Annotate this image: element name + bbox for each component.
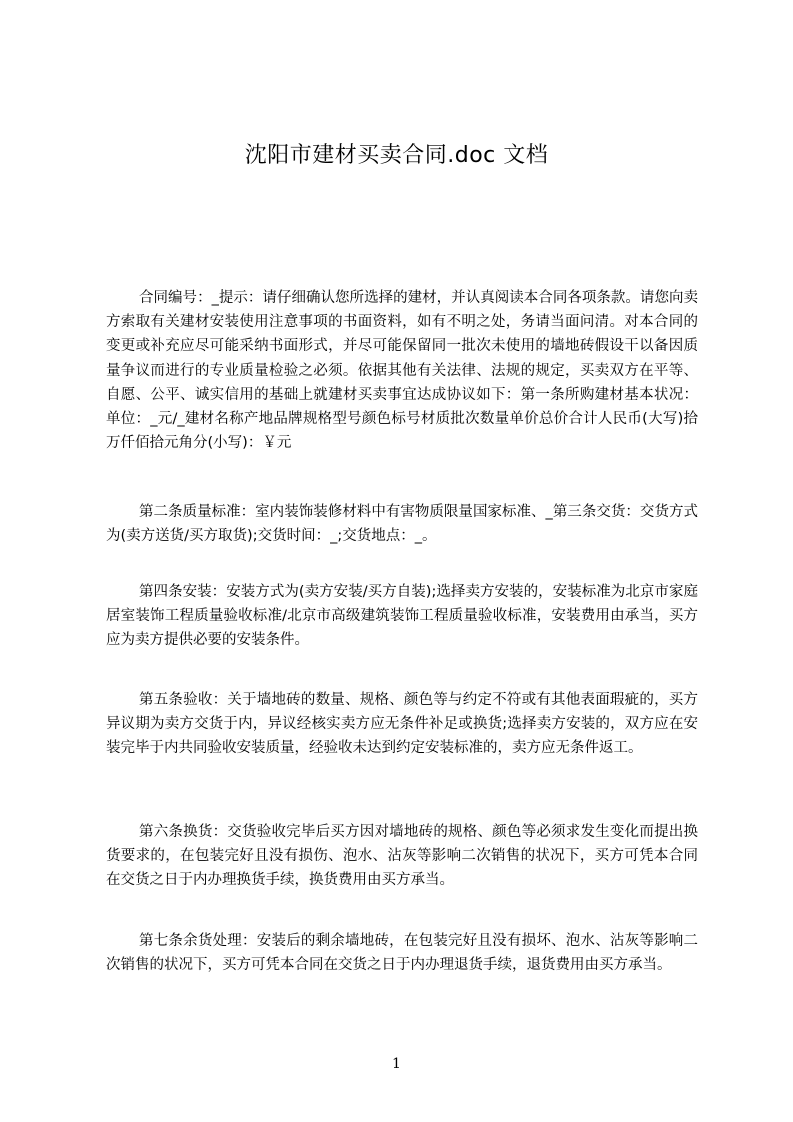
paragraph-article-6: 第六条换货：交货验收完毕后买方因对墙地砖的规格、颜色等必须求发生变化而提出换货要求的，在包装完好且没有损伤、泡水、沾灰等影响二次销售的状况下，买方可凭本合同在交货之日于内办理换货手续，换货费用由买方承当。: [106, 824, 698, 889]
paragraph-article-2-3: 第二条质量标准：室内装饰装修材料中有害物质限量国家标准、_第三条交货：交货方式为(卖方送货/买方取货);交货时间：_;交货地点：_。: [106, 504, 698, 545]
paragraph-article-7: 第七条余货处理：安装后的剩余墙地砖，在包装完好且没有损坏、泡水、沾灰等影响二次销售的状况下，买方可凭本合同在交货之日于内办理退货手续，退货费用由买方承当。: [106, 933, 698, 974]
document-title: 沈阳市建材买卖合同.doc 文档: [244, 143, 549, 168]
paragraph-article-5: 第五条验收：关于墙地砖的数量、规格、颜色等与约定不符或有其他表面瑕疵的，买方异议期为卖方交货于内，异议经核实卖方应无条件补足或换货;选择卖方安装的，双方应在安装完毕于内共同验收安装质量，经验收未达到约定安装标准的，卖方应无条件返工。: [106, 692, 698, 757]
paragraph-article-4: 第四条安装：安装方式为(卖方安装/买方自装);选择卖方安装的，安装标准为北京市家庭居室装饰工程质量验收标准/北京市高级建筑装饰工程质量验收标准，安装费用由承当，买方应为卖方提供必要的安装条件。: [106, 584, 698, 649]
page-number: 1: [392, 1056, 401, 1072]
paragraph-contract-intro: 合同编号：_提示：请仔细确认您所选择的建材，并认真阅读本合同各项条款。请您向卖方索取有关建材安装使用注意事项的书面资料，如有不明之处，务请当面问清。对本合同的变更或补充应尽可能采纳书面形式，并尽可能保留同一批次未使用的墙地砖假设干以备因质量争议而进行的专业质量检验之必须。依据其他有关法律、法规的规定，买卖双方在平等、自愿、公平、诚实信用的基础上就建材买卖事宜达成协议如下：第一条所购建材基本状况：单位：_元/_建材名称产地品牌规格型号颜色标号材质批次数量单价总价合计人民币(大写)拾万仟佰拾元角分(小写)：￥元: [106, 290, 698, 452]
